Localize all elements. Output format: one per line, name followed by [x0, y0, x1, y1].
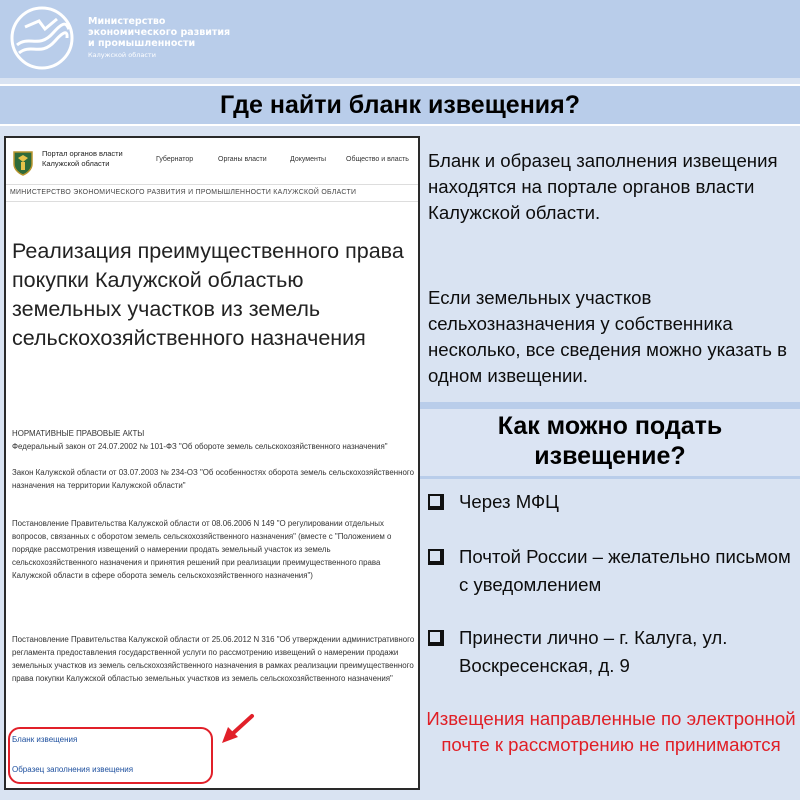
- ministry-name-line: и промышленности: [88, 38, 196, 49]
- info-paragraph: Если земельных участков сельхозназначения у собственника несколько, все сведения можно указать в одном извещении.: [428, 287, 787, 386]
- section-divider: [420, 402, 800, 409]
- method-text: Через МФЦ: [459, 491, 559, 512]
- breadcrumb[interactable]: МИНИСТЕРСТВО ЭКОНОМИЧЕСКОГО РАЗВИТИЯ И ПРОМЫШЛЕННОСТИ КАЛУЖСКОЙ ОБЛАСТИ: [6, 184, 418, 202]
- sample-notice-link[interactable]: Образец заполнения извещения: [12, 765, 134, 774]
- section-title: НОРМАТИВНЫЕ ПРАВОВЫЕ АКТЫ: [12, 429, 145, 438]
- methods-title: Как можно подать извещение?: [497, 412, 723, 470]
- methods-header: [420, 409, 800, 479]
- law-link[interactable]: Постановление Правительства Калужской области от 25.06.2012 N 316 "Об утверждении административного регламента предоставления государственной услуги по рассмотрению извещений о намерении продажи земельных участков из земель сельскохозяйственного назначения в рамках реализации преимущественного права покупки Калужской областью земельных участков из земель сельскохозяйственного назначения": [12, 635, 415, 683]
- method-text: Принести лично – г. Калуга, ул. Воскресенская, д. 9: [459, 627, 728, 676]
- nav-item-documents[interactable]: Документы: [290, 156, 327, 163]
- ministry-name-line: экономического развития: [88, 27, 231, 38]
- portal-screenshot: [4, 136, 420, 790]
- portal-name-line: Калужской области: [42, 159, 110, 168]
- info-paragraph: Бланк и образец заполнения извещения находятся на портале органов власти Калужской области.: [428, 150, 778, 223]
- ministry-region: Калужской области: [88, 51, 156, 59]
- ministry-logo-icon: [9, 5, 75, 71]
- checkbox-icon: [428, 494, 442, 508]
- ministry-name-line: Министерство: [88, 16, 166, 27]
- page-title: Где найти бланк извещения?: [219, 91, 581, 119]
- highlight-frame: [8, 727, 213, 784]
- nav-item-society[interactable]: Общество и власть: [346, 156, 409, 163]
- coat-of-arms-icon: [12, 150, 34, 176]
- portal-name[interactable]: [42, 149, 123, 169]
- blank-notice-link[interactable]: Бланк извещения: [12, 735, 78, 744]
- nav-item-authorities[interactable]: Органы власти: [218, 156, 267, 163]
- law-link[interactable]: Постановление Правительства Калужской области от 08.06.2006 N 149 "О регулировании отдельных вопросов, связанных с оборотом земель сельскохозяйственного назначения" (вместе с "Положением о порядке рассмотрения извещений о намерении продать земельный участок из земель сельскохозяйственного назначения и принятия решений при реализации преимущественного права Калужской области в сфере оборота земель сельскохозяйственного назначения"): [12, 519, 392, 580]
- law-link[interactable]: Закон Калужской области от 03.07.2003 № 234-ОЗ "Об особенностях оборота земель сельскохозяйственного назначения на территории Калужской области": [12, 468, 414, 490]
- header-band: [0, 0, 800, 78]
- method-text: Почтой России – желательно письмом с уведомлением: [459, 546, 791, 595]
- email-warning: Извещения направленные по электронной почте к рассмотрению не принимаются: [426, 708, 796, 755]
- checkbox-icon: [428, 549, 442, 563]
- checkbox-icon: [428, 630, 442, 644]
- title-band: [0, 84, 800, 126]
- portal-page-heading: Реализация преимущественного права покупки Калужской областью земельных участков из земель сельскохозяйственного назначения: [12, 239, 404, 350]
- ministry-name: [88, 16, 288, 49]
- red-arrow-icon: [218, 710, 258, 746]
- nav-item-governor[interactable]: Губернатор: [156, 156, 194, 163]
- law-link[interactable]: Федеральный закон от 24.07.2002 № 101-ФЗ "Об обороте земель сельскохозяйственного назначения": [12, 442, 388, 451]
- portal-name-line: Портал органов власти: [42, 149, 123, 158]
